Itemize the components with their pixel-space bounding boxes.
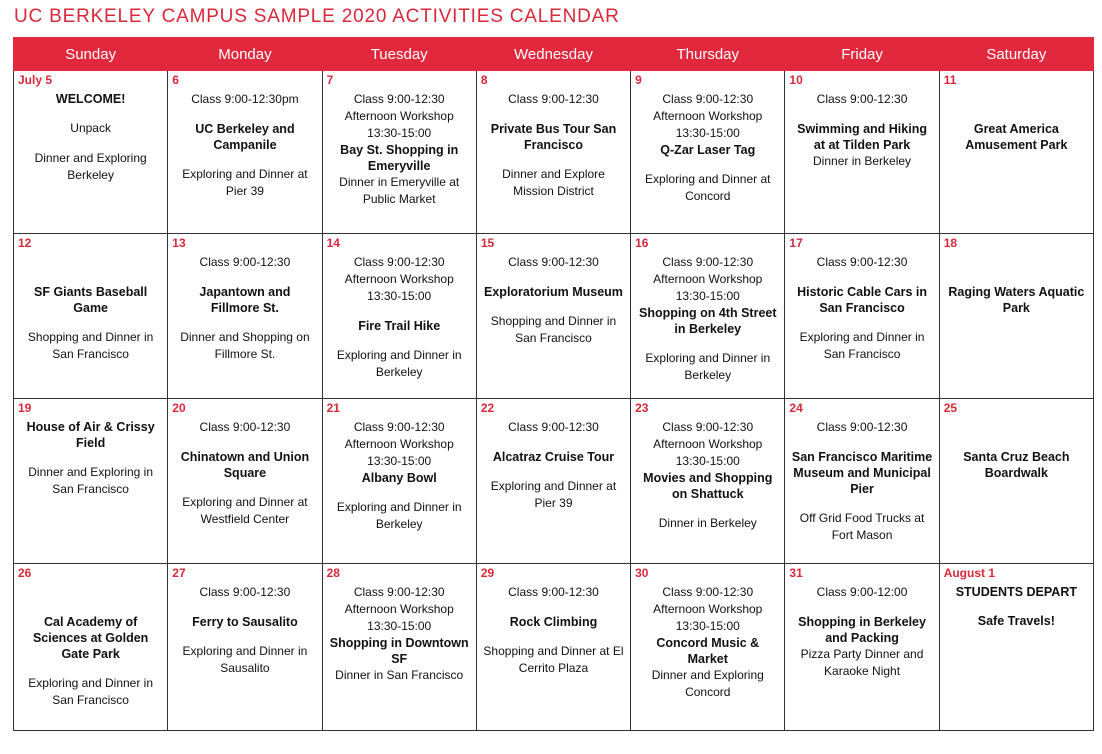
day-activities (940, 71, 1093, 153)
day-activities (785, 564, 938, 680)
day-cell (939, 71, 1093, 234)
activity-highlight: Private Bus Tour San Francisco (490, 122, 617, 152)
day-date: 29 (480, 566, 495, 580)
day-activities (168, 71, 321, 200)
day-date: 8 (480, 73, 488, 87)
day-cell-inner (14, 234, 167, 398)
activity-line: Shopping and Dinner at El Cerrito Plaza (483, 644, 624, 675)
day-date: 11 (943, 73, 957, 87)
activity-line: 13:30-15:00 (367, 619, 432, 633)
day-cell (322, 399, 476, 564)
activity-line: Exploring and Dinner in San Francisco (28, 676, 154, 707)
day-cell-inner (168, 564, 321, 730)
activity-line: Class 9:00-12:30 (662, 420, 754, 434)
activity-line: Class 9:00-12:30 (199, 255, 291, 269)
activity-line (20, 584, 161, 601)
activity-line: Exploring and Dinner at Pier 39 (490, 479, 617, 510)
day-cell-inner (323, 399, 476, 563)
day-date: 7 (326, 73, 334, 87)
week-row (14, 564, 1094, 731)
day-cell-inner (477, 234, 630, 398)
day-cell-inner (940, 564, 1093, 730)
day-cell-inner (168, 71, 321, 233)
day-date: 25 (943, 401, 958, 415)
day-cell-inner (477, 71, 630, 233)
day-activities (14, 564, 167, 709)
day-date: 18 (943, 236, 958, 250)
day-activities (477, 234, 630, 347)
day-date: 17 (789, 236, 803, 250)
activity-highlight: Rock Climbing (509, 615, 598, 629)
activity-highlight: UC Berkeley and Campanile (195, 122, 295, 152)
weekday-header: Sunday (14, 38, 168, 71)
weekday-header: Friday (785, 38, 939, 71)
day-cell-inner (323, 564, 476, 730)
day-activities (940, 234, 1093, 316)
activity-line: Class 9:00-12:30 (199, 585, 291, 599)
day-cell-inner (323, 234, 476, 398)
activity-line (946, 419, 1087, 436)
activity-line: 13:30-15:00 (367, 454, 432, 468)
day-cell-inner (14, 399, 167, 563)
activity-line: 13:30-15:00 (367, 289, 432, 303)
activity-line: Pizza Party Dinner and Karaoke Night (800, 647, 924, 678)
day-activities (323, 71, 476, 208)
day-cell-inner (631, 399, 784, 563)
activity-highlight: San Francisco Maritime Museum and Municipal Pier (791, 450, 933, 496)
activity-highlight: House of Air & Crissy Field (26, 420, 155, 450)
activity-line: Class 9:00-12:30 (353, 255, 445, 269)
activity-line: Class 9:00-12:30 (662, 585, 754, 599)
activity-line: Class 9:00-12:30 (353, 420, 445, 434)
day-cell-inner (477, 564, 630, 730)
day-activities (14, 234, 167, 363)
day-cell (168, 564, 322, 731)
activity-highlight: Raging Waters Aquatic Park (948, 285, 1085, 315)
activity-line: Dinner in San Francisco (335, 668, 464, 682)
day-date: 26 (18, 566, 32, 580)
calendar-grid (13, 37, 1094, 731)
day-cell-inner (940, 399, 1093, 563)
activity-line: Exploring and Dinner at Westfield Center (182, 495, 308, 526)
activity-line: Dinner and Exploring Berkeley (34, 151, 147, 182)
activity-line: Class 9:00-12:30 (508, 255, 599, 269)
day-cell-inner (785, 399, 938, 563)
activity-highlight: Fire Trail Hike (358, 319, 441, 333)
activity-line: Class 9:00-12:30 (816, 255, 908, 269)
activity-line (946, 91, 1087, 108)
activity-highlight: Cal Academy of Sciences at Golden Gate Park (32, 615, 149, 661)
day-cell (631, 71, 785, 234)
day-cell-inner (785, 71, 938, 233)
activity-line: Afternoon Workshop (344, 272, 454, 286)
activity-line: 13:30-15:00 (675, 619, 740, 633)
day-date: 22 (480, 401, 495, 415)
day-activities (785, 234, 938, 363)
activity-line: Exploring and Dinner in San Francisco (799, 330, 925, 361)
day-activities (477, 399, 630, 512)
activity-highlight: WELCOME! (55, 92, 126, 106)
activity-line: Exploring and Dinner in Sausalito (182, 644, 308, 675)
day-cell (14, 71, 168, 234)
activity-line: Afternoon Workshop (653, 602, 763, 616)
activity-highlight: Swimming and Hiking at at Tilden Park (797, 122, 927, 152)
day-cell (476, 399, 630, 564)
day-cell (322, 71, 476, 234)
activity-line: Class 9:00-12:30 (816, 420, 908, 434)
activity-highlight: Shopping on 4th Street in Berkeley (639, 306, 777, 336)
activity-line: Class 9:00-12:30 (508, 420, 599, 434)
activity-highlight: Ferry to Sausalito (192, 615, 298, 629)
activity-highlight: Great America Amusement Park (965, 122, 1068, 152)
week-row (14, 234, 1094, 399)
day-cell-inner (631, 71, 784, 233)
activity-highlight: Safe Travels! (977, 614, 1055, 628)
activity-line: Dinner and Exploring in San Francisco (28, 465, 154, 496)
day-cell (939, 399, 1093, 564)
activity-line: Class 9:00-12:30 (508, 92, 599, 106)
day-cell (168, 399, 322, 564)
day-cell-inner (940, 71, 1093, 233)
day-date: 28 (326, 566, 340, 580)
activity-line: 13:30-15:00 (675, 126, 740, 140)
day-date: 6 (172, 73, 179, 87)
day-cell-inner (14, 564, 167, 730)
day-date: 14 (326, 236, 340, 250)
day-activities (323, 564, 476, 684)
day-activities (14, 399, 167, 498)
activity-line: Class 9:00-12:00 (816, 585, 908, 599)
day-date: 23 (635, 401, 649, 415)
activity-line: 13:30-15:00 (675, 454, 740, 468)
activity-line (946, 254, 1087, 271)
day-cell (631, 564, 785, 731)
day-date: 15 (480, 236, 495, 250)
day-cell (476, 564, 630, 731)
activity-line: Class 9:00-12:30 (662, 255, 754, 269)
day-date: 21 (326, 401, 340, 415)
week-row (14, 71, 1094, 234)
activity-line: Shopping and Dinner in San Francisco (490, 314, 617, 345)
day-date: 31 (789, 566, 803, 580)
activity-highlight: Movies and Shopping on Shattuck (643, 471, 773, 501)
day-activities (785, 399, 938, 544)
day-cell-inner (785, 234, 938, 398)
activity-line: Class 9:00-12:30pm (191, 92, 299, 106)
activity-line: Unpack (70, 121, 111, 135)
day-cell (785, 234, 939, 399)
day-cell (14, 564, 168, 731)
day-date: July 5 (18, 73, 53, 87)
day-activities (631, 234, 784, 384)
activity-highlight: SF Giants Baseball Game (34, 285, 148, 315)
day-cell-inner (477, 399, 630, 563)
activity-highlight: Albany Bowl (361, 471, 437, 485)
activity-line: Dinner in Berkeley (813, 154, 912, 168)
day-cell-inner (168, 234, 321, 398)
activity-highlight: Bay St. Shopping in Emeryville (340, 143, 459, 173)
activity-line: Exploring and Dinner at Concord (645, 172, 771, 203)
activity-highlight: Shopping in Berkeley and Packing (798, 615, 926, 645)
activity-highlight: Historic Cable Cars in San Francisco (797, 285, 927, 315)
activity-line: Dinner in Emeryville at Public Market (339, 175, 460, 206)
day-cell (631, 399, 785, 564)
activity-line: Class 9:00-12:30 (508, 585, 599, 599)
activity-highlight: Concord Music & Market (656, 636, 760, 666)
activity-line: Exploring and Dinner at Pier 39 (182, 167, 308, 198)
day-cell-inner (785, 564, 938, 730)
weekday-header: Tuesday (322, 38, 476, 71)
activity-line: Dinner and Exploring Concord (651, 668, 764, 699)
day-cell (631, 234, 785, 399)
day-cell-inner (323, 71, 476, 233)
activity-line: Shopping and Dinner in San Francisco (27, 330, 154, 361)
day-activities (323, 234, 476, 381)
day-cell-inner (631, 234, 784, 398)
day-cell (785, 564, 939, 731)
activity-line: 13:30-15:00 (675, 289, 740, 303)
day-activities (168, 564, 321, 677)
activity-highlight: Q-Zar Laser Tag (660, 143, 756, 157)
day-cell (785, 71, 939, 234)
day-date: 27 (172, 566, 186, 580)
day-date: August 1 (943, 566, 996, 580)
activity-highlight: Japantown and Fillmore St. (199, 285, 291, 315)
calendar-title: UC BERKELEY CAMPUS SAMPLE 2020 ACTIVITIES CALENDAR (14, 6, 620, 27)
day-cell (476, 71, 630, 234)
activity-line: Afternoon Workshop (344, 437, 454, 451)
activity-line: Afternoon Workshop (344, 109, 454, 123)
day-date: 20 (172, 401, 186, 415)
day-cell (476, 234, 630, 399)
day-cell (939, 564, 1093, 731)
activity-line: Class 9:00-12:30 (199, 420, 291, 434)
activity-line: Afternoon Workshop (344, 602, 454, 616)
activity-line: Class 9:00-12:30 (662, 92, 754, 106)
activity-line: Exploring and Dinner in Berkeley (645, 351, 771, 382)
day-activities (631, 71, 784, 205)
activity-line: 13:30-15:00 (367, 126, 432, 140)
activity-highlight: Shopping in Downtown SF (329, 636, 469, 666)
day-date: 13 (172, 236, 186, 250)
activity-highlight: Exploratorium Museum (484, 285, 623, 299)
day-date: 9 (635, 73, 642, 87)
activity-line (20, 254, 161, 271)
day-date: 10 (789, 73, 803, 87)
day-cell-inner (14, 71, 167, 233)
day-date: 19 (18, 401, 32, 415)
day-cell (322, 234, 476, 399)
weekday-header: Monday (168, 38, 322, 71)
day-activities (940, 399, 1093, 481)
activity-highlight: Alcatraz Cruise Tour (492, 450, 615, 464)
day-cell (14, 399, 168, 564)
weekday-header: Saturday (939, 38, 1093, 71)
day-activities (631, 564, 784, 701)
activity-line: Exploring and Dinner in Berkeley (336, 348, 462, 379)
day-cell (168, 234, 322, 399)
day-date: 24 (789, 401, 803, 415)
day-cell (322, 564, 476, 731)
day-activities (631, 399, 784, 532)
day-cell (168, 71, 322, 234)
activity-line: Exploring and Dinner in Berkeley (336, 500, 462, 531)
day-date: 30 (635, 566, 649, 580)
activity-line: Dinner and Shopping on Fillmore St. (180, 330, 310, 361)
day-cell (939, 234, 1093, 399)
activity-line: Afternoon Workshop (653, 437, 763, 451)
activity-line: Class 9:00-12:30 (353, 585, 445, 599)
day-activities (785, 71, 938, 170)
day-cell-inner (940, 234, 1093, 398)
activity-line: Off Grid Food Trucks at Fort Mason (799, 511, 925, 542)
activity-highlight: STUDENTS DEPART (955, 585, 1077, 599)
activity-highlight: Santa Cruz Beach Boardwalk (963, 450, 1070, 480)
weekday-header: Thursday (631, 38, 785, 71)
day-date: 12 (18, 236, 32, 250)
activity-highlight: Chinatown and Union Square (180, 450, 310, 480)
activity-line: Afternoon Workshop (653, 109, 763, 123)
day-activities (168, 234, 321, 363)
day-activities (477, 71, 630, 200)
day-cell (785, 399, 939, 564)
day-cell (14, 234, 168, 399)
day-activities (168, 399, 321, 528)
day-activities (14, 71, 167, 184)
activity-line: Dinner and Explore Mission District (502, 167, 605, 198)
weekday-header-row (14, 38, 1094, 71)
day-cell-inner (631, 564, 784, 730)
activity-line: Class 9:00-12:30 (816, 92, 908, 106)
day-date: 16 (635, 236, 649, 250)
activity-line: Dinner in Berkeley (658, 516, 757, 530)
day-activities (323, 399, 476, 533)
weekday-header: Wednesday (476, 38, 630, 71)
week-row (14, 399, 1094, 564)
activity-line: Afternoon Workshop (653, 272, 763, 286)
activity-line: Class 9:00-12:30 (353, 92, 445, 106)
day-activities (477, 564, 630, 677)
day-cell-inner (168, 399, 321, 563)
